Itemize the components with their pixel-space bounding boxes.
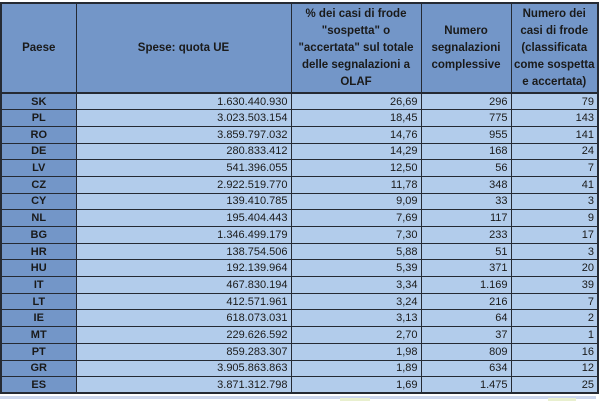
country-code-cell: BG — [1, 227, 76, 244]
casi-frode-cell: 16 — [511, 343, 598, 360]
percent-frode-cell: 5,88 — [291, 243, 421, 260]
column-header-spese: Spese: quota UE — [76, 3, 291, 93]
spese-cell: 3.859.797.032 — [76, 126, 291, 143]
percent-frode-cell: 1,98 — [291, 343, 421, 360]
casi-frode-cell: 2 — [511, 310, 598, 327]
table-row — [1, 343, 598, 360]
segnalazioni-cell: 348 — [421, 176, 511, 193]
percent-frode-cell: 1,89 — [291, 360, 421, 377]
country-code-cell: CZ — [1, 176, 76, 193]
table-body — [1, 93, 598, 393]
casi-frode-cell: 24 — [511, 143, 598, 160]
segnalazioni-cell: 955 — [421, 126, 511, 143]
table-row — [1, 310, 598, 327]
country-code-cell: LT — [1, 293, 76, 310]
segnalazioni-cell: 56 — [421, 160, 511, 177]
country-code-cell: ES — [1, 377, 76, 394]
segnalazioni-cell: 1.169 — [421, 277, 511, 294]
spese-cell: 3.871.312.798 — [76, 377, 291, 394]
table-row — [1, 160, 598, 177]
casi-frode-cell: 79 — [511, 93, 598, 110]
country-code-cell: MT — [1, 327, 76, 344]
percent-frode-cell: 14,29 — [291, 143, 421, 160]
spese-cell: 195.404.443 — [76, 210, 291, 227]
spese-cell: 618.073.031 — [76, 310, 291, 327]
casi-frode-cell: 41 — [511, 176, 598, 193]
table-row — [1, 293, 598, 310]
table-row — [1, 93, 598, 110]
country-code-cell: DE — [1, 143, 76, 160]
percent-frode-cell: 9,09 — [291, 193, 421, 210]
percent-frode-cell: 18,45 — [291, 110, 421, 127]
header-row — [1, 3, 598, 93]
casi-frode-cell: 7 — [511, 160, 598, 177]
spese-cell: 859.283.307 — [76, 343, 291, 360]
casi-frode-cell: 141 — [511, 126, 598, 143]
casi-frode-cell: 7 — [511, 293, 598, 310]
country-code-cell: IE — [1, 310, 76, 327]
country-code-cell: GR — [1, 360, 76, 377]
spese-cell: 138.754.506 — [76, 243, 291, 260]
percent-frode-cell: 26,69 — [291, 93, 421, 110]
percent-frode-cell: 3,13 — [291, 310, 421, 327]
segnalazioni-cell: 371 — [421, 260, 511, 277]
column-header-percentuale-frode: % dei casi di frode "sospetta" o "accertata" sul totale delle segnalazioni a OLAF — [291, 3, 421, 93]
fraud-table — [0, 2, 599, 394]
country-code-cell: RO — [1, 126, 76, 143]
table-row — [1, 377, 598, 394]
spese-cell: 192.139.964 — [76, 260, 291, 277]
country-code-cell: PT — [1, 343, 76, 360]
country-code-cell: SK — [1, 93, 76, 110]
spese-cell: 412.571.961 — [76, 293, 291, 310]
percent-frode-cell: 7,30 — [291, 227, 421, 244]
percent-frode-cell: 11,78 — [291, 176, 421, 193]
table-row — [1, 143, 598, 160]
country-code-cell: CY — [1, 193, 76, 210]
spese-cell: 467.830.194 — [76, 277, 291, 294]
casi-frode-cell: 39 — [511, 277, 598, 294]
casi-frode-cell: 17 — [511, 227, 598, 244]
segnalazioni-cell: 168 — [421, 143, 511, 160]
spese-cell: 2.922.519.770 — [76, 176, 291, 193]
spese-cell: 229.626.592 — [76, 327, 291, 344]
segnalazioni-cell: 33 — [421, 193, 511, 210]
country-code-cell: HU — [1, 260, 76, 277]
segnalazioni-cell: 775 — [421, 110, 511, 127]
column-header-casi-frode: Numero dei casi di frode (classificata come sospetta e accertata) — [511, 3, 598, 93]
segnalazioni-cell: 216 — [421, 293, 511, 310]
segnalazioni-cell: 296 — [421, 93, 511, 110]
casi-frode-cell: 1 — [511, 327, 598, 344]
country-code-cell: PL — [1, 110, 76, 127]
spese-cell: 541.396.055 — [76, 160, 291, 177]
segnalazioni-cell: 1.475 — [421, 377, 511, 394]
segnalazioni-cell: 117 — [421, 210, 511, 227]
country-code-cell: LV — [1, 160, 76, 177]
table-row — [1, 327, 598, 344]
segnalazioni-cell: 51 — [421, 243, 511, 260]
segnalazioni-cell: 64 — [421, 310, 511, 327]
casi-frode-cell: 143 — [511, 110, 598, 127]
table-row — [1, 176, 598, 193]
table-row — [1, 360, 598, 377]
country-code-cell: IT — [1, 277, 76, 294]
table-row — [1, 277, 598, 294]
percent-frode-cell: 14,76 — [291, 126, 421, 143]
spese-cell: 280.833.412 — [76, 143, 291, 160]
spese-cell: 1.346.499.179 — [76, 227, 291, 244]
casi-frode-cell: 25 — [511, 377, 598, 394]
table-row — [1, 210, 598, 227]
cropped-next-row-strip — [0, 396, 596, 399]
table-row — [1, 110, 598, 127]
country-code-cell: HR — [1, 243, 76, 260]
country-code-cell: NL — [1, 210, 76, 227]
segnalazioni-cell: 634 — [421, 360, 511, 377]
column-header-paese: Paese — [1, 3, 76, 93]
segnalazioni-cell: 233 — [421, 227, 511, 244]
casi-frode-cell: 3 — [511, 193, 598, 210]
segnalazioni-cell: 37 — [421, 327, 511, 344]
percent-frode-cell: 2,70 — [291, 327, 421, 344]
percent-frode-cell: 3,34 — [291, 277, 421, 294]
table-row — [1, 193, 598, 210]
table-row — [1, 126, 598, 143]
table-row — [1, 243, 598, 260]
percent-frode-cell: 3,24 — [291, 293, 421, 310]
casi-frode-cell: 12 — [511, 360, 598, 377]
percent-frode-cell: 5,39 — [291, 260, 421, 277]
spese-cell: 139.410.785 — [76, 193, 291, 210]
percent-frode-cell: 12,50 — [291, 160, 421, 177]
spese-cell: 3.905.863.863 — [76, 360, 291, 377]
table-row — [1, 227, 598, 244]
casi-frode-cell: 20 — [511, 260, 598, 277]
segnalazioni-cell: 809 — [421, 343, 511, 360]
column-header-segnalazioni: Numero segnalazioni complessive — [421, 3, 511, 93]
percent-frode-cell: 7,69 — [291, 210, 421, 227]
table-header — [1, 3, 598, 93]
spese-cell: 1.630.440.930 — [76, 93, 291, 110]
casi-frode-cell: 9 — [511, 210, 598, 227]
casi-frode-cell: 3 — [511, 243, 598, 260]
percent-frode-cell: 1,69 — [291, 377, 421, 394]
spese-cell: 3.023.503.154 — [76, 110, 291, 127]
table-row — [1, 260, 598, 277]
